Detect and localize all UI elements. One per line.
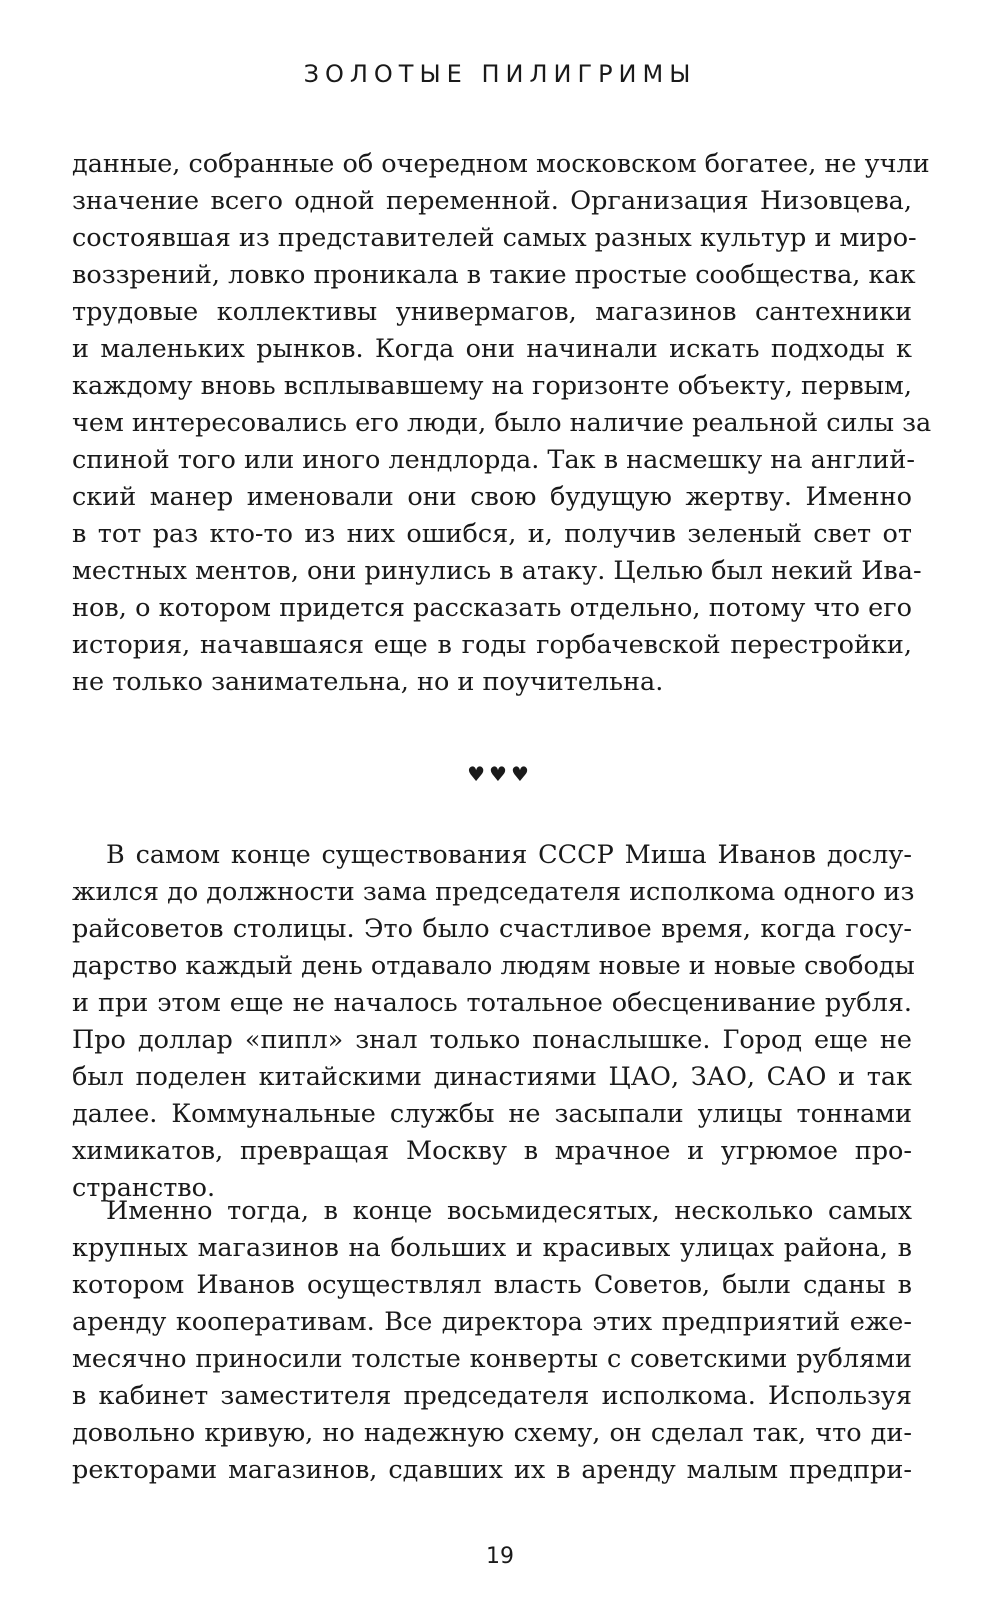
text-line: котором Иванов осуществлял власть Советов, были сданы в <box>72 1270 912 1300</box>
text-line: спиной того или иного лендлорда. Так в насмешку на англий- <box>72 445 915 475</box>
text-line: далее. Коммунальные службы не засыпали улицы тоннами <box>72 1099 912 1129</box>
running-title: ЗОЛОТЫЕ ПИЛИГРИМЫ <box>303 60 697 88</box>
text-line: ректорами магазинов, сдавших их в аренду малым предпри- <box>72 1455 912 1485</box>
text-line: чем интересовались его люди, было наличие реальной силы за <box>72 408 932 438</box>
text-line: местных ментов, они ринулись в атаку. Целью был некий Ива- <box>72 556 922 586</box>
text-line: В самом конце существования СССР Миша Иванов дослу- <box>106 840 912 870</box>
text-line: данные, собранные об очередном московском богатее, не учли <box>72 149 930 179</box>
text-line: воззрений, ловко проникала в такие простые сообщества, как <box>72 260 916 290</box>
text-line: крупных магазинов на больших и красивых улицах района, в <box>72 1233 912 1263</box>
text-line: ский манер именовали они свою будущую жертву. Именно <box>72 482 912 512</box>
text-line: Про доллар «пипл» знал только понаслышке. Город еще не <box>72 1025 912 1055</box>
paragraph <box>72 837 915 1207</box>
text-line: трудовые коллективы универмагов, магазинов сантехники <box>72 297 912 327</box>
text-line: не только занимательна, но и поучительна. <box>72 667 664 697</box>
text-line: странство. <box>72 1173 216 1203</box>
text-line: был поделен китайскими династиями ЦАО, ЗАО, САО и так <box>72 1062 912 1092</box>
text-line: состоявшая из представителей самых разных культур и миро- <box>72 223 917 253</box>
text-line: значение всего одной переменной. Организация Низовцева, <box>72 186 912 216</box>
paragraph <box>72 1193 912 1489</box>
text-line: и при этом еще не началось тотальное обесценивание рубля. <box>72 988 912 1018</box>
text-line: месячно приносили толстые конверты с советскими рублями <box>72 1344 912 1374</box>
text-line: аренду кооперативам. Все директора этих предприятий еже- <box>72 1307 912 1337</box>
paragraph-continued <box>72 146 932 701</box>
text-line: в кабинет заместителя председателя исполкома. Используя <box>72 1381 912 1411</box>
text-line: райсоветов столицы. Это было счастливое время, когда госу- <box>72 914 912 944</box>
text-line: довольно кривую, но надежную схему, он сделал так, что ди- <box>72 1418 912 1448</box>
text-line: жился до должности зама председателя исполкома одного из <box>72 877 915 907</box>
text-line: химикатов, превращая Москву в мрачное и угрюмое про- <box>72 1136 912 1166</box>
text-line: история, начавшаяся еще в годы горбачевской перестройки, <box>72 630 912 660</box>
page-number: 19 <box>486 1544 514 1569</box>
text-line: Именно тогда, в конце восьмидесятых, несколько самых <box>106 1196 912 1226</box>
section-divider-hearts: ♥♥♥ <box>467 762 533 786</box>
text-line: нов, о котором придется рассказать отдельно, потому что его <box>72 593 912 623</box>
text-line: и маленьких рынков. Когда они начинали искать подходы к <box>72 334 912 364</box>
text-line: дарство каждый день отдавало людям новые и новые свободы <box>72 951 915 981</box>
text-line: каждому вновь всплывавшему на горизонте объекту, первым, <box>72 371 912 401</box>
text-line: в тот раз кто-то из них ошибся, и, получив зеленый свет от <box>72 519 912 549</box>
